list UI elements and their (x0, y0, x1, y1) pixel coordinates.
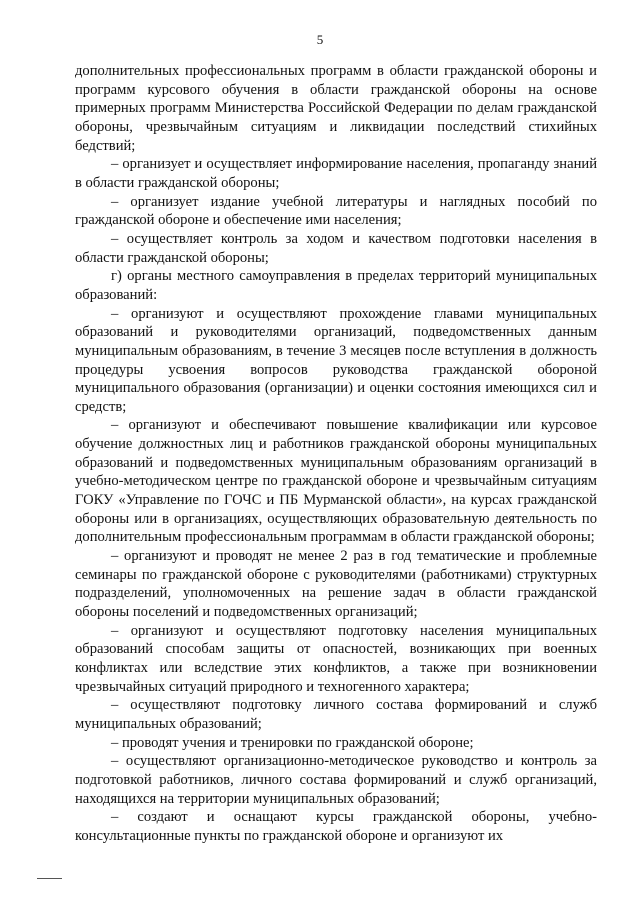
paragraph: – осуществляют организационно-методическое руководство и контроль за подготовкой работников, личного состава формирований и служб организаций, находящихся на территории муниципальных образований; (75, 753, 597, 807)
paragraph-continuation: дополнительных профессиональных программ в области гражданской обороны и программ курсового обучения в области гражданской обороны на основе примерных программ Министерства Российской Федерации по делам гражданской обороны, чрезвычайным ситуациям и ликвидации последствий стихийных бедствий; (75, 63, 597, 154)
paragraph: – организуют и проводят не менее 2 раз в год тематические и проблемные семинары по гражданской обороне с руководителями (работниками) структурных подразделений, уполномоченных на решение задач в области гражданской обороны поселений и подведомственных организаций; (75, 548, 597, 621)
page-number: 5 (316, 32, 324, 47)
paragraph: – организует и осуществляет информирование населения, пропаганду знаний в области гражданской обороны; (75, 156, 597, 191)
paragraph-item-g: г) органы местного самоуправления в пределах территорий муниципальных образований: (75, 268, 597, 303)
paragraph: – осуществляет контроль за ходом и качеством подготовки населения в области гражданской обороны; (75, 230, 597, 266)
paragraph: – осуществляют подготовку личного состава формирований и служб муниципальных образований; (75, 697, 597, 732)
paragraph: – организуют и осуществляют прохождение главами муниципальных образований и руководителями организаций, подведомственных данным муниципальным образованиям, в течение 3 месяцев после вступления в должность процедуры усвоения вопросов руководства гражданской обороной муниципального образования (организации) и оценки состояния имеющихся сил и средств; (75, 305, 597, 415)
paragraph: – организуют и осуществляют подготовку населения муниципальных образований способам защиты от опасностей, возникающих при военных конфликтах или вследствие этих конфликтов, а также при возникновении чрезвычайных ситуаций природного и техногенного характера; (75, 622, 597, 695)
footer-rule (37, 878, 62, 879)
paragraph: – организует издание учебной литературы и наглядных пособий по гражданской обороне и обеспечение ими населения; (75, 193, 597, 229)
paragraph: – организуют и обеспечивают повышение квалификации или курсовое обучение должностных лиц и работников гражданской обороны муниципальных образований и подведомственных муниципальным образованиям организаций в учебно-методическом центре по гражданской обороне и чрезвычайным ситуациям ГОКУ «Управление по ГОЧС и ПБ Мурманской области», на курсах гражданской обороны или в организациях, осуществляющих образовательную деятельность по дополнительным профессиональным программам в области гражданской обороны; (75, 417, 597, 546)
paragraph: – создают и оснащают курсы гражданской обороны, учебно-консультационные пункты по гражданской обороне и организуют их (75, 809, 597, 844)
paragraph: – проводят учения и тренировки по гражданской обороне; (111, 734, 474, 751)
document-body (75, 62, 597, 846)
